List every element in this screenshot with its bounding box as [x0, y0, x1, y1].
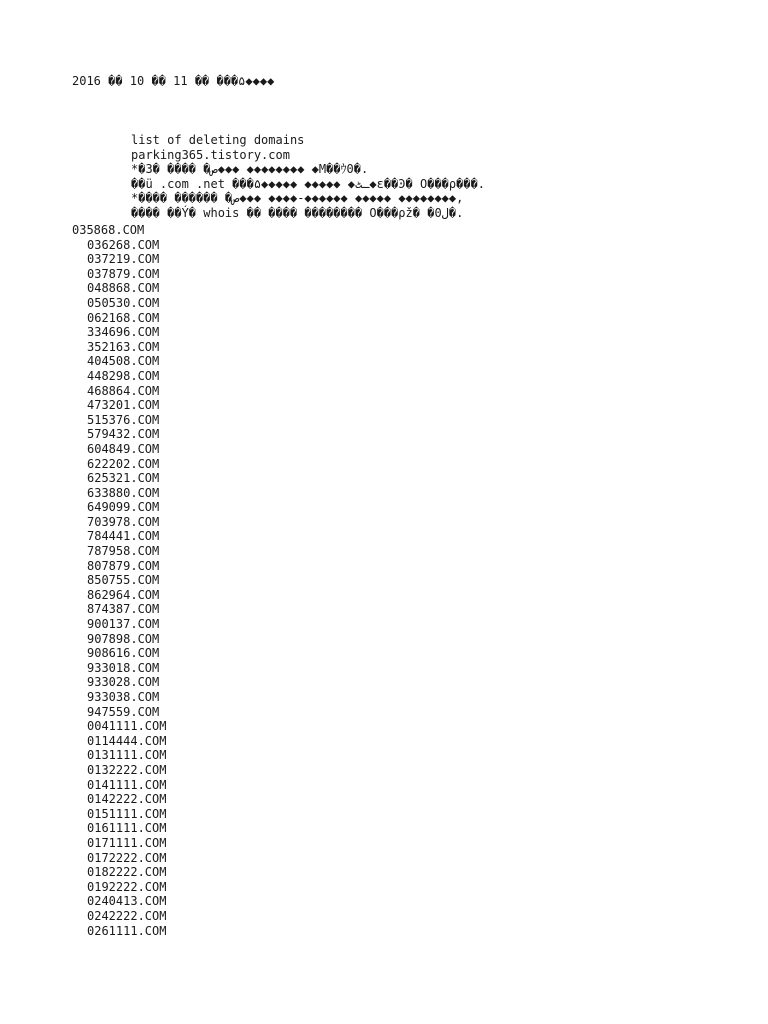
domain-item: 703978.COM: [87, 514, 160, 529]
domain-item: 0132222.COM: [87, 762, 167, 777]
domain-item: 0242222.COM: [87, 908, 167, 923]
domain-item: 933028.COM: [87, 675, 160, 690]
domain-item: 625321.COM: [87, 471, 160, 486]
domain-item: 900137.COM: [87, 617, 160, 632]
domain-item: 048868.COM: [87, 281, 160, 296]
domain-item: 0172222.COM: [87, 850, 167, 865]
domain-item: 850755.COM: [87, 573, 160, 588]
domain-item: 404508.COM: [87, 354, 160, 369]
domain-item: 933038.COM: [87, 690, 160, 704]
intro-line: ���� ��Ý� whois �� ���� �������� O���ρž� �ل0�.: [131, 205, 464, 220]
domain-item: 334696.COM: [87, 325, 160, 340]
domain-item: 622202.COM: [87, 456, 160, 471]
intro-line: *���� ������ �ص◆◆◆ ◆◆◆◆-◆◆◆◆◆◆ ◆◆◆◆◆ ◆◆◆◆◆◆◆◆,: [131, 191, 464, 206]
domain-item: 0151111.COM: [87, 806, 167, 821]
domain-item: 933018.COM: [87, 660, 160, 675]
domain-item: 037219.COM: [87, 252, 160, 267]
domain-item: 035868.COM: [72, 223, 145, 237]
date-heading: 2016 �� 10 �� 11 �� ���۵◆◆◆◆: [72, 74, 275, 88]
domain-item: 862964.COM: [87, 587, 160, 602]
domain-list: [72, 223, 166, 938]
domain-item: 0131111.COM: [87, 748, 167, 763]
domain-item: 633880.COM: [87, 485, 160, 500]
domain-item: 468864.COM: [87, 383, 160, 398]
domain-item: 807879.COM: [87, 558, 160, 573]
domain-item: 0240413.COM: [87, 894, 167, 909]
intro-block: [131, 133, 485, 221]
domain-item: 515376.COM: [87, 412, 160, 427]
domain-item: 0114444.COM: [87, 733, 167, 748]
domain-item: 649099.COM: [87, 500, 160, 515]
domain-item: 0041111.COM: [87, 719, 167, 734]
domain-item: 037879.COM: [87, 266, 160, 281]
intro-line: ��ü .com .net ���۵◆◆◆◆◆ ◆◆◆◆◆ ◆ـٹ◆ε��Ͽ� O���ρ���.: [131, 176, 486, 191]
domain-item: 784441.COM: [87, 529, 160, 544]
domain-item: 0171111.COM: [87, 835, 167, 850]
domain-item: 907898.COM: [87, 631, 160, 646]
domain-item: 604849.COM: [87, 441, 160, 456]
intro-line: parking365.tistory.com: [131, 147, 290, 162]
domain-item: 0161111.COM: [87, 821, 167, 836]
domain-item: 908616.COM: [87, 646, 160, 661]
domain-item: 787958.COM: [87, 544, 160, 559]
intro-line: list of deleting domains: [131, 133, 305, 147]
domain-item: 036268.COM: [87, 237, 160, 252]
domain-item: 874387.COM: [87, 602, 160, 617]
domain-item: 947559.COM: [87, 704, 160, 719]
intro-line: *�3� ���� �ص◆◆◆ ◆◆◆◆◆◆◆◆ ◆M��ｳ0�.: [131, 162, 369, 177]
domain-item: 050530.COM: [87, 295, 160, 310]
domain-item: 0192222.COM: [87, 879, 167, 894]
domain-item: 473201.COM: [87, 398, 160, 413]
domain-item: 0261111.COM: [87, 923, 167, 938]
domain-item: 579432.COM: [87, 427, 160, 442]
domain-item: 352163.COM: [87, 339, 160, 354]
domain-item: 0182222.COM: [87, 865, 167, 880]
domain-item: 062168.COM: [87, 310, 160, 325]
domain-item: 448298.COM: [87, 368, 160, 383]
domain-item: 0142222.COM: [87, 792, 167, 807]
domain-item: 0141111.COM: [87, 777, 167, 792]
